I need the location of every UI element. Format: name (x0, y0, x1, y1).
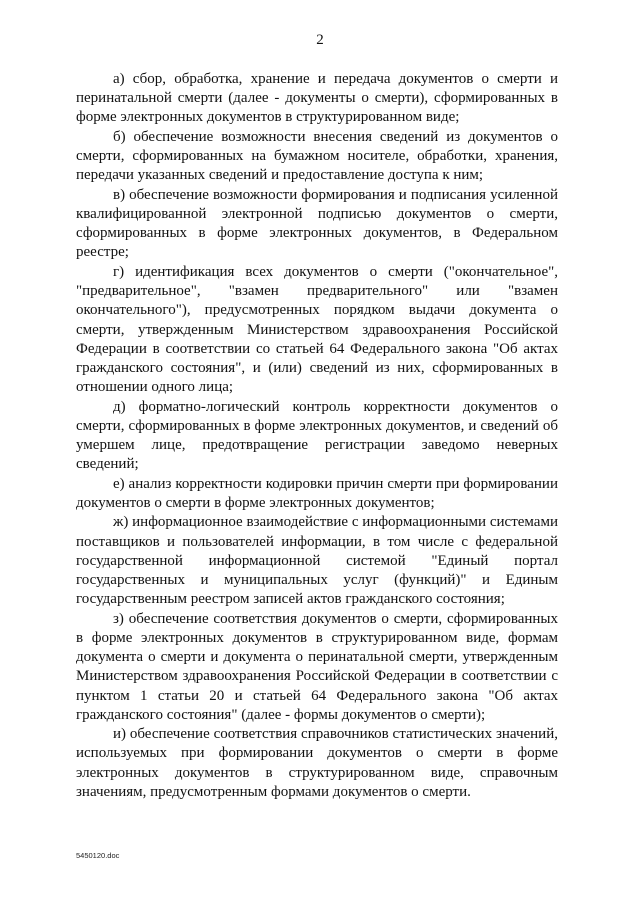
paragraph-g: г) идентификация всех документов о смерти ("окончательное", "предварительное", "взамен предварительного" или "взамен окончательного"), предусмотренных порядком выдачи документа о смерти, утвержденным Министерством здравоохранения Российской Федерации в соответствии со статьей 64 Федерального закона "Об актах гражданского состояния", и (или) сведений из них, сформированных в отношении одного лица; (76, 263, 558, 396)
paragraph-b: б) обеспечение возможности внесения сведений из документов о смерти, сформированных на бумажном носителе, обработки, хранения, передачи указанных сведений и предоставление доступа к ним; (76, 128, 558, 184)
paragraph-v: в) обеспечение возможности формирования и подписания усиленной квалифицированной электронной подписью документов о смерти, сформированных в форме электронных документов, в Федеральном реестре; (76, 186, 558, 261)
paragraph-e: е) анализ корректности кодировки причин смерти при формировании документов о смерти в форме электронных документов; (76, 475, 558, 511)
paragraph-z: з) обеспечение соответствия документов о смерти, сформированных в форме электронных документов в структурированном виде, формам документа о смерти и документа о перинатальной смерти, утвержденным Министерством здравоохранения Российской Федерации в соответствии с пунктом 1 статьи 20 и статьей 64 Федерального закона "Об актах гражданского состояния" (далее - формы документов о смерти); (76, 610, 558, 723)
document-body (76, 70, 558, 802)
paragraph-d: д) форматно-логический контроль корректности документов о смерти, сформированных в форме электронных документов, и сведений об умершем лице, предотвращение регистрации заведомо неверных сведений; (76, 398, 558, 473)
paragraph-zh: ж) информационное взаимодействие с информационными системами поставщиков и пользователей информации, в том числе с федеральной государственной информационной системой "Единый портал государственных и муниципальных услуг (функций)" и Единым государственным реестром записей актов гражданского состояния; (76, 514, 558, 608)
paragraph-i: и) обеспечение соответствия справочников статистических значений, используемых при формировании документов о смерти в форме электронных документов в структурированном виде, справочным значениям, предусмотренным формами документов о смерти. (76, 726, 558, 800)
paragraph-a: а) сбор, обработка, хранение и передача документов о смерти и перинатальной смерти (далее - документы о смерти), сформированных в форме электронных документов в структурированном виде; (76, 71, 558, 126)
footer-file-code: 5450120.doc (76, 851, 120, 860)
page-number: 2 (316, 32, 324, 48)
